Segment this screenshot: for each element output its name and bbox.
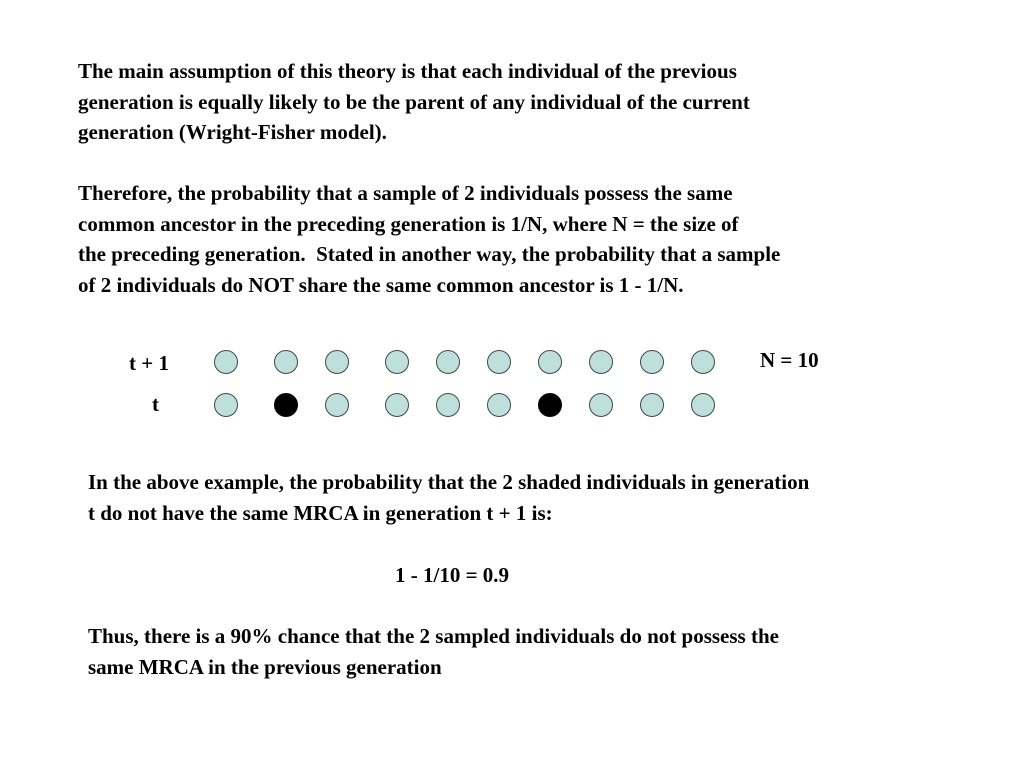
conclusion-paragraph xyxy=(88,621,779,682)
individual xyxy=(487,393,511,417)
text-line: same MRCA in the previous generation xyxy=(88,654,442,679)
individual xyxy=(691,350,715,374)
individual xyxy=(214,350,238,374)
individual xyxy=(640,393,664,417)
individual xyxy=(385,350,409,374)
text-line: Therefore, the probability that a sample of 2 individuals possess the same xyxy=(78,181,733,205)
text-line: generation (Wright-Fisher model). xyxy=(78,120,387,144)
individual xyxy=(538,350,562,374)
probability-formula: 1 - 1/10 = 0.9 xyxy=(395,563,510,587)
individual xyxy=(487,350,511,374)
text-line: t do not have the same MRCA in generation t + 1 is: xyxy=(88,500,553,525)
text-line: of 2 individuals do NOT share the same common ancestor is 1 - 1/N. xyxy=(78,272,684,297)
individual xyxy=(589,350,613,374)
example-paragraph xyxy=(88,467,809,528)
text-line: common ancestor in the preceding generation is 1/N, where N = the size of xyxy=(78,211,739,236)
individual xyxy=(691,393,715,417)
shaded-individual xyxy=(538,393,562,417)
text-line: The main assumption of this theory is that each individual of the previous xyxy=(78,59,737,83)
individual xyxy=(589,393,613,417)
intro-paragraph xyxy=(78,56,750,148)
individual xyxy=(214,393,238,417)
individual xyxy=(385,393,409,417)
individual xyxy=(274,350,298,374)
individual xyxy=(640,350,664,374)
text-line: Thus, there is a 90% chance that the 2 sampled individuals do not possess the xyxy=(88,624,779,648)
text-line: generation is equally likely to be the parent of any individual of the current xyxy=(78,89,750,114)
text-line: In the above example, the probability that the 2 shaded individuals in generation xyxy=(88,470,810,494)
individual xyxy=(436,393,460,417)
generation-label-t-plus-1: t + 1 xyxy=(129,351,169,375)
shaded-individual xyxy=(274,393,298,417)
individual xyxy=(325,350,349,374)
probability-paragraph xyxy=(78,178,780,300)
population-size-label: N = 10 xyxy=(760,348,819,372)
text-line: the preceding generation. Stated in another way, the probability that a sample xyxy=(78,242,781,266)
individual xyxy=(436,350,460,374)
individual xyxy=(325,393,349,417)
generation-label-t: t xyxy=(152,392,159,416)
